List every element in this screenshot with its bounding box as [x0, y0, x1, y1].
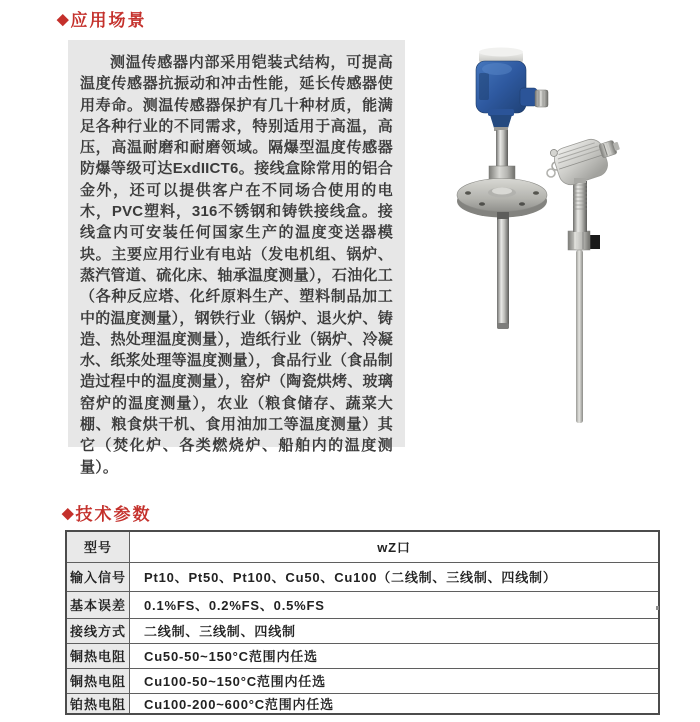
application-description-text: 测温传感器内部采用铠装式结构，可提高温度传感器抗振动和冲击性能，延长传感器使用寿命。测温传感器保护有几十种材质，能满足各种行业的不同需求，特别适用于高温，高压，高温耐磨和耐磨领域。隔爆型温度传感器防爆等级可达ExdIICT6。接线盒除常用的铝合金外，还可以提供客户在不同场合使用的电木，PVC塑料，316不锈钢和铸铁接线盒。接线盒内可安装任何国家生产的温度变送器模块。主要应用行业有电站（发电机组、锅炉、蒸汽管道、硫化床、轴承温度测量），石油化工（各种反应塔、化纤原料生产、塑料制品加工中的温度测量），钢铁行业（锅炉、退火炉、铸造、热处理温度测量），造纸行业（锅炉、冷凝水、纸浆处理等温度测量），食品行业（食品制造过程中的温度测量），窑炉（陶瓷烘烤、玻璃窑炉的温度测量），农业（粮食储存、蔬菜大棚、粮食烘干机、食用油加工等温度测量）其它（焚化炉、各类燃烧炉、船舶内的温度测量）。 — [80, 54, 393, 476]
spec-label-cell: 铜热电阻 — [66, 643, 130, 668]
scan-artifact-dot — [656, 606, 659, 610]
application-description-box — [68, 40, 405, 476]
spec-value-cell: Cu100-50~150°C范围内任选 — [130, 668, 660, 693]
spec-label-cell: 型号 — [66, 531, 130, 562]
spec-table-row — [66, 643, 659, 668]
section-title-application — [57, 6, 147, 31]
product-photos — [430, 35, 692, 435]
section-title-text: 技术参数 — [75, 505, 152, 524]
spec-table-row — [66, 618, 659, 643]
diamond-bullet-icon: ◆ — [57, 10, 69, 28]
spec-label-cell: 铜热电阻 — [66, 668, 130, 693]
spec-value-cell: Cu50-50~150°C范围内任选 — [130, 643, 660, 668]
flanged-thermocouple-photo — [457, 48, 548, 330]
spec-table-row — [66, 591, 659, 618]
spec-label-cell: 接线方式 — [66, 618, 130, 643]
spec-value-cell: 二线制、三线制、四线制 — [130, 618, 660, 643]
section-title-specs — [62, 500, 152, 525]
stainless-thermocouple-photo — [547, 130, 626, 423]
spec-label-cell: 基本误差 — [66, 591, 130, 618]
spec-value-cell: Pt10、Pt50、Pt100、Cu50、Cu100（二线制、三线制、四线制） — [130, 562, 660, 591]
stainless-head — [549, 130, 625, 188]
spec-value-cell: wZ口 — [130, 531, 660, 562]
spec-label-cell: 铂热电阻 — [66, 693, 130, 714]
diamond-bullet-icon: ◆ — [62, 504, 74, 522]
spec-value-cell: Cu100-200~600°C范围内任选 — [130, 693, 660, 714]
sensor-photos-illustration — [430, 35, 692, 435]
spec-table-row — [66, 562, 659, 591]
section-title-text: 应用场景 — [70, 11, 147, 30]
spec-table-row — [66, 668, 659, 693]
spec-value-cell: 0.1%FS、0.2%FS、0.5%FS — [130, 591, 660, 618]
spec-table-row — [66, 693, 659, 714]
spec-table — [65, 530, 660, 715]
spec-table-row — [66, 531, 659, 562]
spec-label-cell: 输入信号 — [66, 562, 130, 591]
